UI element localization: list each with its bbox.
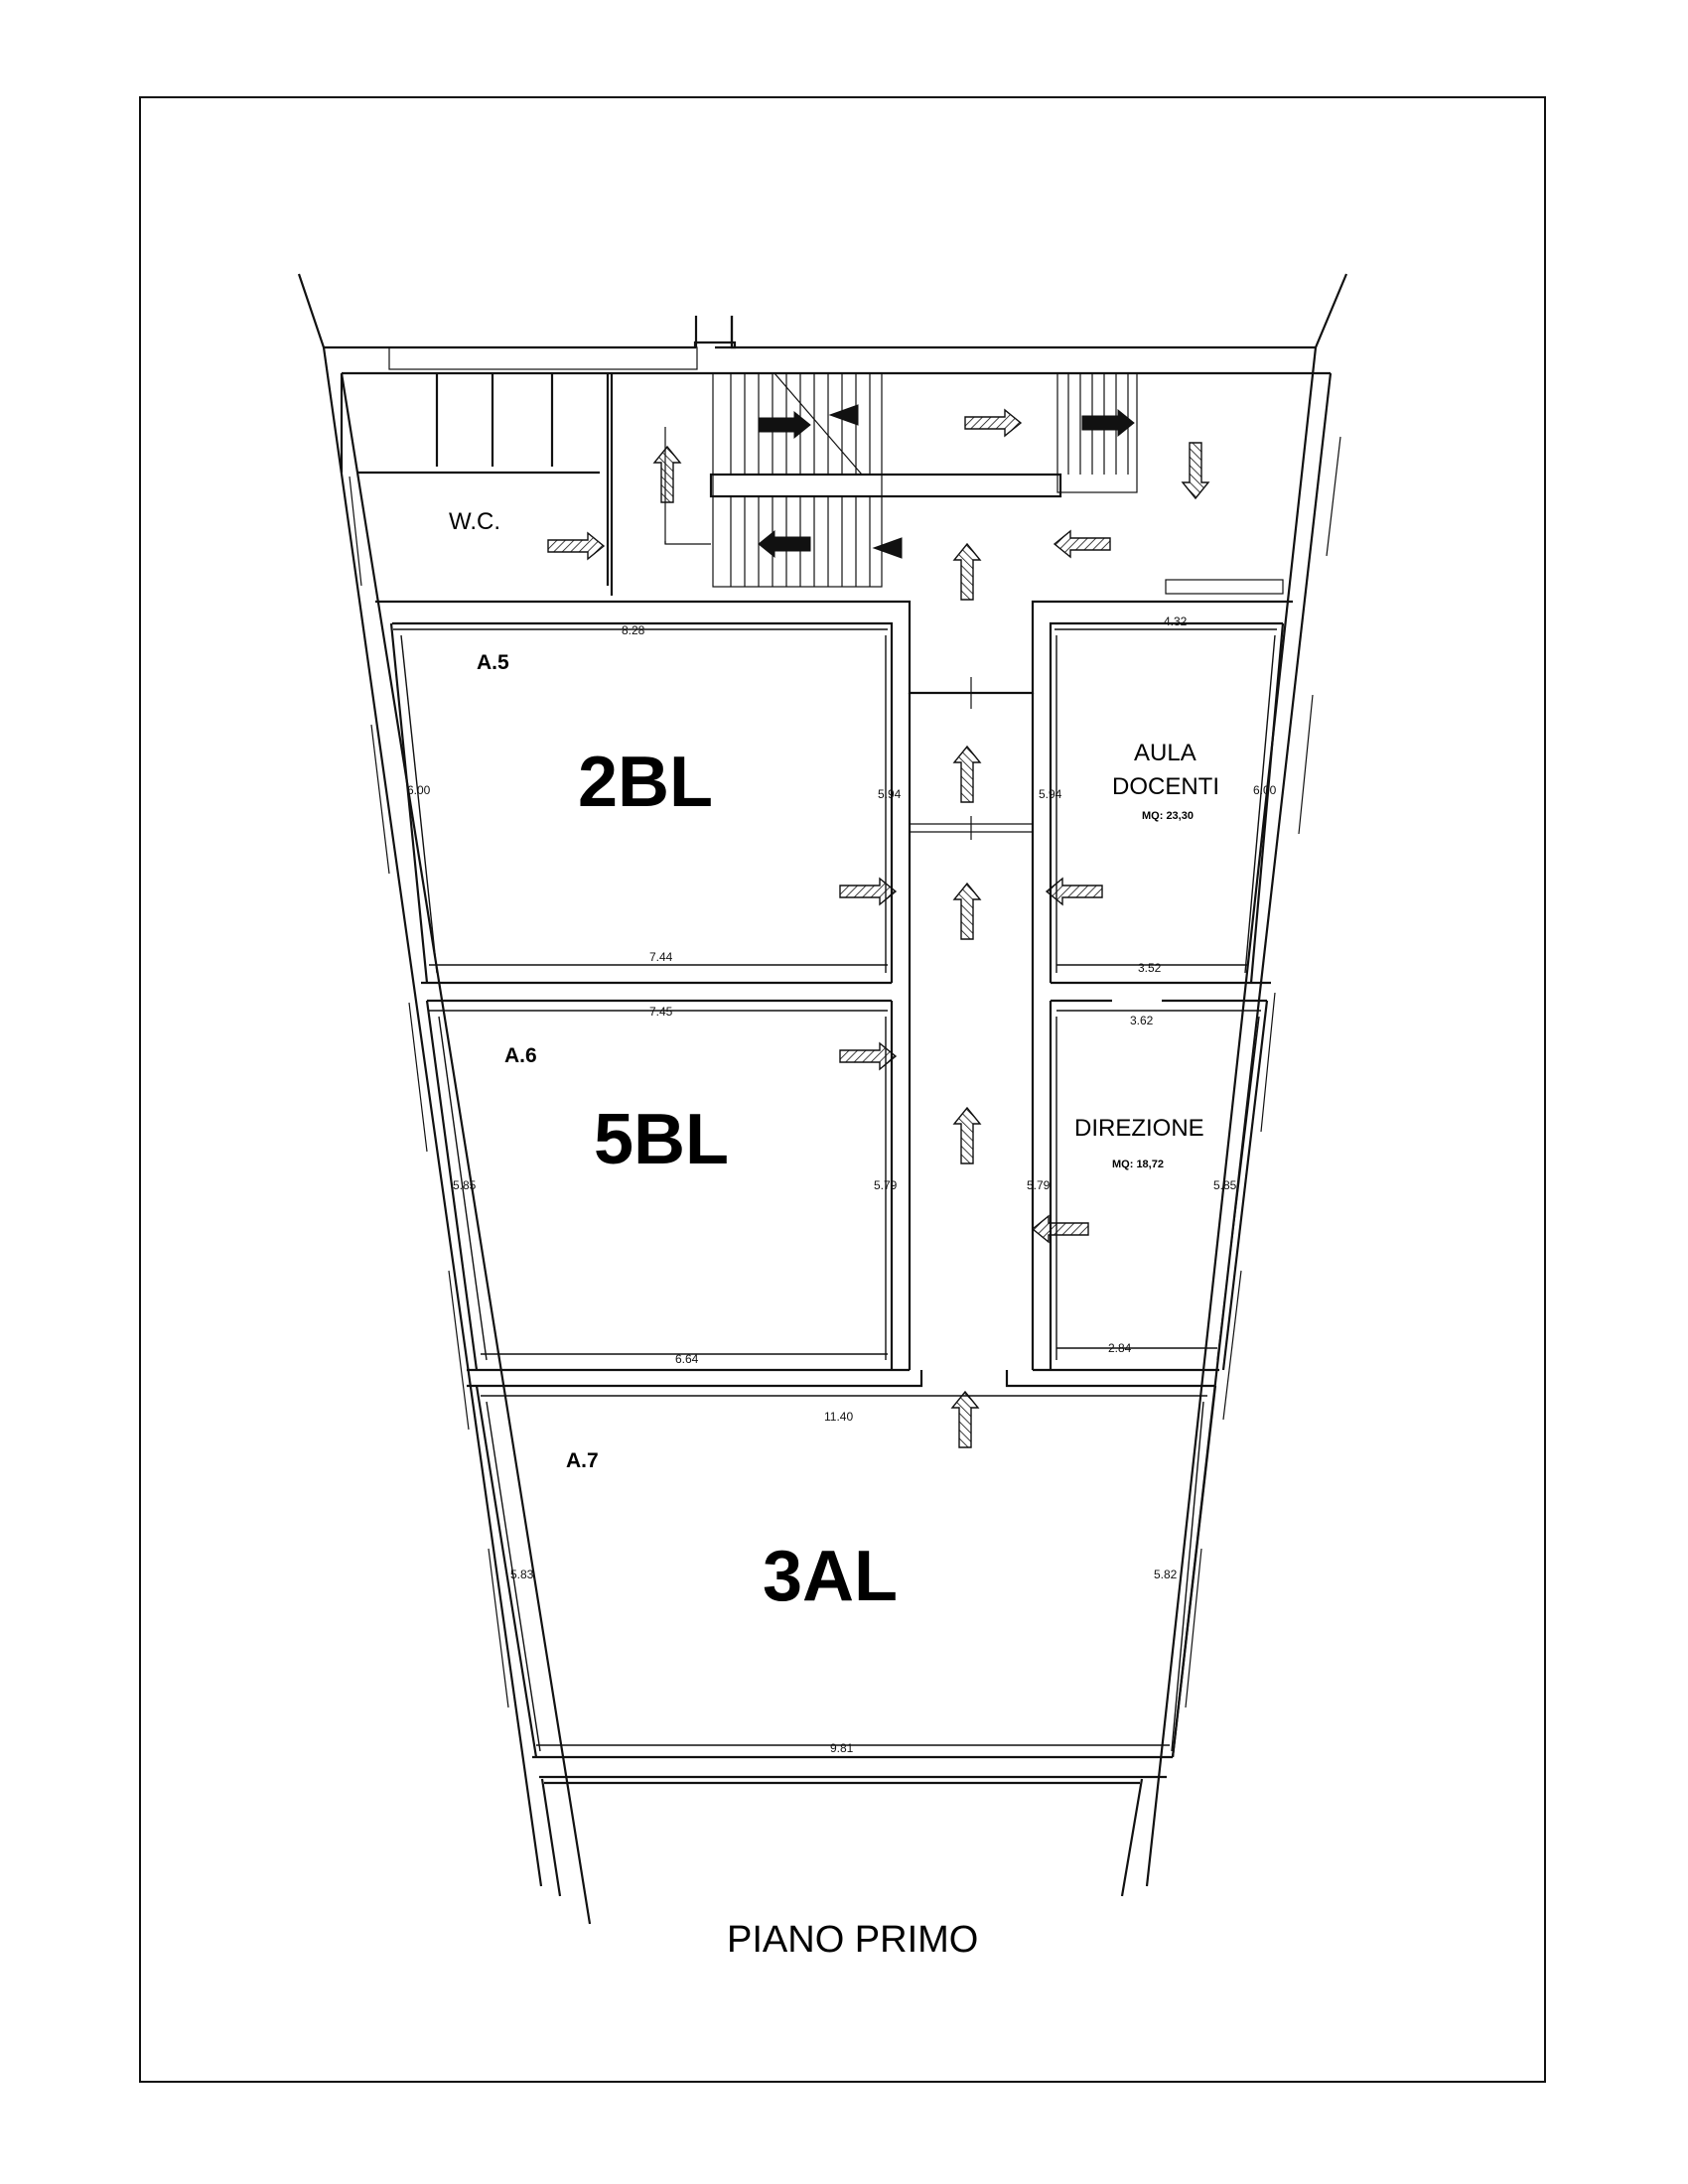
escape-arrow-right [965,410,1021,436]
escape-arrow-up [954,884,980,939]
a6-dim-bottom: 6.64 [675,1352,699,1366]
a7-dim-left: 5.83 [510,1568,534,1581]
direzione-area: MQ: 18,72 [1112,1159,1164,1170]
aula-docenti-area: MQ: 23,30 [1142,810,1194,822]
right-windows [1186,437,1340,1707]
escape-arrow-up [954,544,980,600]
aula-docenti-dim-top: 4.32 [1164,614,1188,628]
a7-tag: A.7 [566,1449,599,1472]
direzione-dim-left: 5.79 [1027,1178,1051,1192]
wc-block [342,347,697,596]
a7-dim-top: 11.40 [824,1410,854,1424]
aula-docenti-label-2: DOCENTI [1112,773,1219,800]
escape-arrow-up [954,747,980,802]
escape-arrow-right [840,879,896,904]
a7-code: 3AL [763,1537,899,1616]
a6-code: 5BL [594,1100,730,1179]
wc-label: W.C. [449,508,500,535]
plan-title: PIANO PRIMO [727,1919,979,1961]
escape-arrow-left [1047,879,1102,904]
a7-dim-right: 5.82 [1154,1568,1178,1581]
escape-arrow-right [840,1043,896,1069]
escape-arrow-right [759,412,810,438]
aula-docenti-dim-left: 5.94 [1039,787,1062,801]
escape-arrow-right [548,533,604,559]
a5-dim-right: 5.94 [878,787,902,801]
a5-tag: A.5 [477,651,509,674]
a6-dim-right: 5.79 [874,1178,898,1192]
escape-arrow-up [654,447,680,502]
direzione-dim-right: 5.85 [1213,1178,1237,1192]
escape-arrow-down [1183,443,1208,498]
escape-arrow-up [952,1392,978,1447]
aula-docenti-dim-bottom: 3.52 [1138,961,1162,975]
escape-arrow-left [1033,1216,1088,1242]
a5-code: 2BL [578,743,714,822]
aula-docenti-label-1: AULA [1134,740,1196,766]
stair-direction-marker [830,405,858,425]
direzione-dim-top: 3.62 [1130,1014,1154,1027]
a5-dim-bottom: 7.44 [649,950,673,964]
direzione-label: DIREZIONE [1074,1115,1204,1142]
escape-arrow-up [954,1108,980,1163]
a6-dim-top: 7.45 [649,1005,673,1019]
direzione-dim-bottom: 2.84 [1108,1341,1132,1355]
a5-dim-top: 8.28 [622,623,645,637]
a6-dim-left: 5.85 [453,1178,477,1192]
a6-tag: A.6 [504,1044,537,1067]
escape-arrow-right [1082,410,1134,436]
stair-direction-marker [874,538,902,558]
aula-docenti-dim-right: 6.00 [1253,783,1277,797]
a7-dim-bottom: 9.81 [830,1741,854,1755]
escape-arrow-left [759,531,810,557]
escape-arrow-left [1055,531,1110,557]
escape-route-arrows [548,405,1208,1447]
a5-dim-left: 6.00 [407,783,431,797]
